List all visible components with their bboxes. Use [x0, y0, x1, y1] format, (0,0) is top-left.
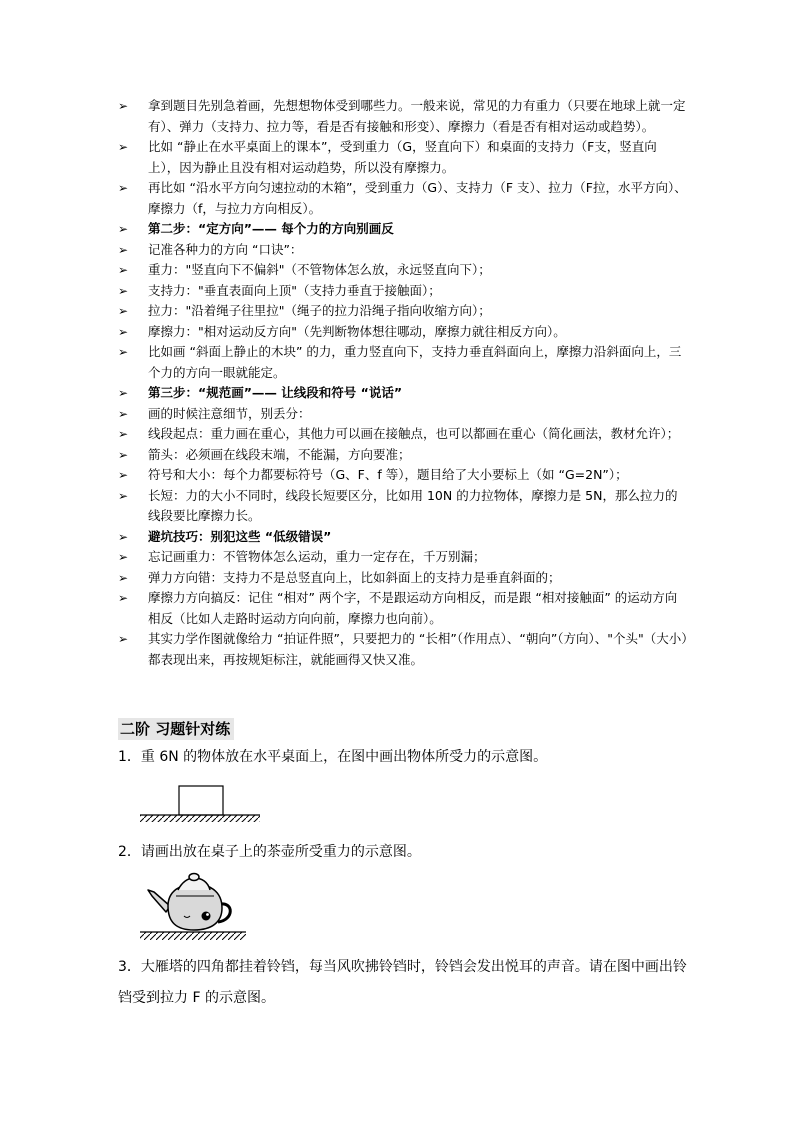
arrow-bullet-icon: ➢ [118, 632, 129, 646]
step-heading [118, 383, 688, 404]
bullet-item [118, 547, 688, 568]
bullet-text: 拿到题目先别急着画，先想想物体受到哪些力。一般来说，常见的力有重力（只要在地球上就一定有）、弹力（支持力、拉力等，看是否有接触和形变）、摩擦力（看是否有相对运动或趋势）。 [148, 98, 686, 134]
bullet-text: 其实力学作图就像给力 “拍证件照”，只要把力的 “长相”（作用点）、“朝向”（方向）、"个头"（大小）都表现出来，再按规矩标注，就能画得又快又准。 [148, 631, 688, 667]
bullet-text: 第二步：“定方向”—— 每个力的方向别画反 [148, 221, 394, 236]
bullet-item [118, 281, 688, 302]
bullet-text: 重力："竖直向下不偏斜"（不管物体怎么放，永远竖直向下）； [148, 262, 491, 277]
bullet-text: 线段起点：重力画在重心，其他力可以画在接触点，也可以都画在重心（简化画法，教材允许）； [148, 426, 680, 441]
arrow-bullet-icon: ➢ [118, 406, 129, 421]
bullet-text: 摩擦力方向搞反：记住 “相对” 两个字，不是跟运动方向相反，而是跟 “相对接触面” 的运动方向相反（比如人走路时运动方向向前，摩擦力也向前）。 [148, 590, 678, 626]
bullet-item [118, 629, 688, 670]
arrow-bullet-icon: ➢ [118, 99, 129, 113]
bullet-item [118, 424, 688, 445]
table-hatching [140, 932, 246, 940]
bullet-text: 第三步：“规范画”—— 让线段和符号 “说话” [148, 385, 403, 400]
bullet-text: 拉力："沿着绳子往里拉"（绳子的拉力沿绳子指向收缩方向）； [148, 303, 491, 318]
bullet-item [118, 178, 688, 219]
arrow-bullet-icon: ➢ [118, 181, 129, 195]
bullet-item [118, 301, 688, 322]
section-title: 二阶 习题针对练 [118, 718, 234, 740]
bullet-item [118, 137, 688, 178]
step-heading [118, 219, 688, 240]
table-hatching [140, 815, 260, 822]
guide-bullet-list [118, 96, 688, 670]
arrow-bullet-icon: ➢ [118, 447, 129, 462]
bullet-item [118, 465, 688, 486]
figure-box-on-table [138, 782, 262, 824]
figure-teapot-on-table [138, 868, 248, 946]
question-1: 1．重 6N 的物体放在水平桌面上，在图中画出物体所受力的示意图。 [118, 749, 548, 765]
bullet-item [118, 588, 688, 629]
bullet-item [118, 486, 688, 527]
arrow-bullet-icon: ➢ [118, 263, 129, 277]
bullet-text: 长短：力的大小不同时，线段长短要区分，比如用 10N 的力拉物体，摩擦力是 5N，那么拉力的线段要比摩擦力长。 [148, 487, 678, 523]
arrow-bullet-icon: ➢ [118, 283, 129, 298]
question-3: 3．大雁塔的四角都挂着铃铛，每当风吹拂铃铛时，铃铛会发出悦耳的声音。请在图中画出铃铛受到拉力 F 的示意图。 [118, 959, 687, 1006]
arrow-bullet-icon: ➢ [118, 222, 129, 236]
bullet-text: 忘记画重力：不管物体怎么运动，重力一定存在，千万别漏； [148, 549, 486, 564]
arrow-bullet-icon: ➢ [118, 488, 129, 503]
bullet-text: 支持力："垂直表面向上顶"（支持力垂直于接触面）； [148, 282, 441, 298]
bullet-text: 弹力方向错：支持力不是总竖直向上，比如斜面上的支持力是垂直斜面的； [148, 569, 561, 585]
bullet-text: 画的时候注意细节，别丢分： [148, 405, 311, 421]
bullet-item [118, 96, 688, 137]
arrow-bullet-icon: ➢ [118, 345, 129, 359]
bullet-item [118, 260, 688, 281]
arrow-bullet-icon: ➢ [118, 324, 129, 339]
bullet-text: 避坑技巧：别犯这些 “低级错误” [148, 528, 332, 544]
bullet-item [118, 445, 688, 466]
bullet-text: 比如画 “斜面上静止的木块” 的力，重力竖直向下，支持力垂直斜面向上，摩擦力沿斜面向上，三个力的方向一眼就能定。 [148, 344, 682, 380]
arrow-bullet-icon: ➢ [118, 427, 129, 441]
arrow-bullet-icon: ➢ [118, 386, 129, 400]
arrow-bullet-icon: ➢ [118, 570, 129, 585]
bullet-item [118, 342, 688, 383]
block [179, 786, 223, 815]
bullet-item [118, 404, 688, 425]
step-heading [118, 527, 688, 548]
bullet-item [118, 240, 688, 261]
arrow-bullet-icon: ➢ [118, 140, 129, 154]
bullet-text: 符号和大小：每个力都要标符号（G、F、f 等），题目给了大小要标上（如 “G=2N”）； [148, 467, 628, 482]
bullet-text: 再比如 “沿水平方向匀速拉动的木箱”，受到重力（G）、支持力（F 支）、拉力（F拉，水平方向）、摩擦力（f，与拉力方向相反）。 [148, 180, 687, 216]
bullet-item [118, 568, 688, 589]
arrow-bullet-icon: ➢ [118, 468, 129, 482]
bullet-text: 记准各种力的方向 “口诀”： [148, 241, 303, 257]
arrow-bullet-icon: ➢ [118, 550, 129, 564]
bullet-text: 箭头：必须画在线段末端，不能漏，方向要准； [148, 446, 411, 462]
arrow-bullet-icon: ➢ [118, 242, 129, 257]
arrow-bullet-icon: ➢ [118, 529, 129, 544]
arrow-bullet-icon: ➢ [118, 591, 129, 605]
question-2: 2．请画出放在桌子上的茶壶所受重力的示意图。 [118, 844, 421, 860]
bullet-text: 摩擦力："相对运动反方向"（先判断物体想往哪动，摩擦力就往相反方向）。 [148, 323, 566, 339]
bullet-text: 比如 “静止在水平桌面上的课本”，受到重力（G，竖直向下）和桌面的支持力（F支，竖直向上），因为静止且没有相对运动趋势，所以没有摩擦力。 [148, 139, 657, 175]
teapot-icon [148, 874, 230, 931]
arrow-bullet-icon: ➢ [118, 304, 129, 318]
bullet-item [118, 322, 688, 343]
